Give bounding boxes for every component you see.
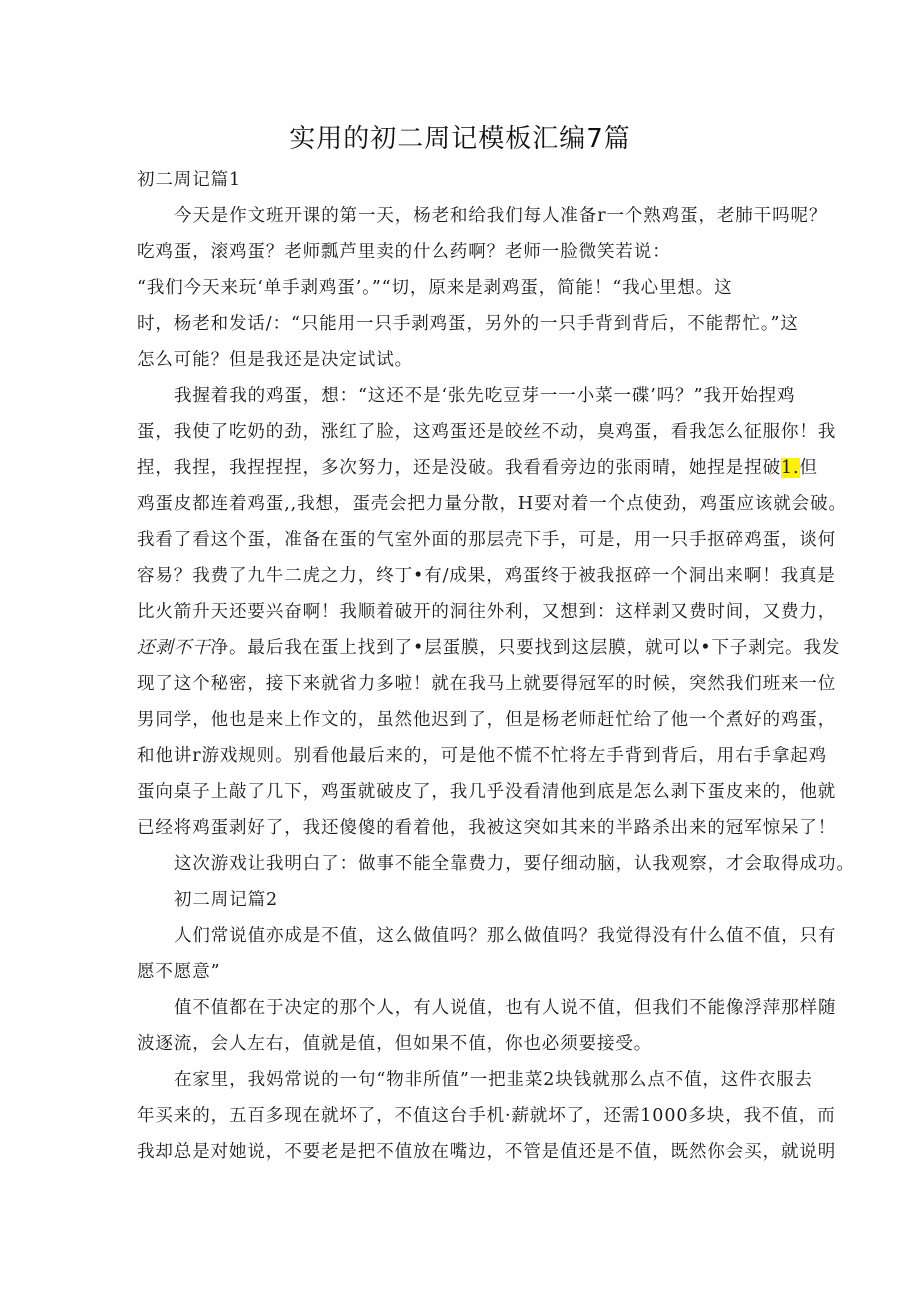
text-line: 鸡蛋皮都连着鸡蛋,,我想，蛋壳会把力量分散，H要对着一个点使劲，鸡蛋应该就会破。 — [137, 494, 847, 514]
section-heading-1: 初二周记篇1 — [137, 170, 242, 190]
text-line: 比火箭升天还要兴奋啊！我顺着破开的洞往外利，又想到：这样剥又费时间，又费力， — [137, 602, 837, 622]
text-line: 时，杨老和发话/：“只能用一只手剥鸡蛋，另外的一只手背到背后，不能帮忙。”这 — [137, 314, 799, 334]
text-segment: 捏，我捏，我捏捏捏，多次努力，还是没破。我看看旁边的张雨晴，她捏是捏破 — [137, 458, 781, 478]
highlighted-text: 1. — [781, 458, 800, 478]
text-line: 蛋，我使了吃奶的劲，涨红了脸，这鸡蛋还是皎丝不动，臭鸡蛋，看我怎么征服你！我 — [137, 422, 837, 442]
section-heading-2: 初二周记篇2 — [174, 890, 279, 910]
text-line: 已经将鸡蛋剥好了，我还傻傻的看着他，我被这突如其来的半路杀出来的冠军惊呆了！ — [137, 818, 837, 838]
text-line: 愿不愿意” — [137, 962, 221, 982]
text-line: 我握着我的鸡蛋，想：“这还不是‘张先吃豆芽一一小菜一碟’吗？”我开始捏鸡 — [174, 386, 796, 406]
text-line: 吃鸡蛋，滚鸡蛋？老师瓢芦里卖的什么药啊？老师一脸微笑若说： — [137, 242, 671, 262]
text-line: 年买来的，五百多现在就坏了，不值这台手机·薪就坏了，还需1000多块，我不值，而 — [137, 1106, 836, 1126]
text-line: 波逐流，会人左右，值就是值，但如果不值，你也必须要接受。 — [137, 1034, 653, 1054]
text-line: 容易？我费了九牛二虎之力，终丁•有/成果，鸡蛋终于被我抠碎一个洞出来啊！我真是 — [137, 566, 836, 586]
text-line: 值不值都在于决定的那个人，有人说值，也有人说不值，但我们不能像浮萍那样随 — [174, 998, 837, 1018]
text-line: 和他讲r游戏规则。别看他最后来的，可是他不慌不忙将左手背到背后，用右手拿起鸡 — [137, 746, 828, 766]
text-line — [137, 456, 818, 480]
text-line: 人们常说值亦成是不值，这么做值吗？那么做值吗？我觉得没有什么值不值，只有 — [174, 926, 837, 946]
text-line: 男同学，他也是来上作文的，虽然他迟到了，但是杨老师赶忙给了他一个煮好的鸡蛋， — [137, 710, 837, 730]
italic-text: 还剥不干 — [137, 638, 211, 658]
text-line: 蛋向桌子上敲了几下，鸡蛋就破皮了，我几乎没看清他到底是怎么剥下蛋皮来的，他就 — [137, 782, 837, 802]
text-segment: 但 — [799, 458, 818, 478]
text-line: 今天是作文班开课的第一天，杨老和给我们每人准备r一个熟鸡蛋，老肺干吗呢？ — [174, 206, 828, 226]
text-line: 现了这个秘密，接下来就省力多啦！就在我马上就要得冠军的时候，突然我们班来一位 — [137, 674, 837, 694]
text-segment: 净。最后我在蛋上找到了•层蛋膜，只要找到这层膜，就可以•下子剥完。我发 — [210, 638, 841, 658]
text-line: 我却总是对她说，不要老是把不值放在嘴边，不管是值还是不值，既然你会买，就说明 — [137, 1142, 837, 1162]
text-line: “我们今天来玩‘单手剥鸡蛋’。”“切，原来是剥鸡蛋，简能！“我心里想。这 — [137, 278, 733, 298]
text-line: 我看了看这个蛋，准备在蛋的气室外面的那层壳下手，可是，用一只手抠碎鸡蛋，谈何 — [137, 530, 837, 550]
text-line: 在家里，我妈常说的一句“物非所值”一把韭菜2块钱就那么点不值，这件衣服去 — [174, 1070, 813, 1090]
text-line: 这次游戏让我明白了：做事不能全靠费力，要仔细动脑，认我观察，才会取得成功。 — [174, 854, 855, 874]
text-line: 怎么可能？但是我还是决定试试。 — [137, 350, 413, 370]
document-title: 实用的初二周记模板汇编7篇 — [289, 124, 631, 154]
text-line — [137, 636, 841, 660]
